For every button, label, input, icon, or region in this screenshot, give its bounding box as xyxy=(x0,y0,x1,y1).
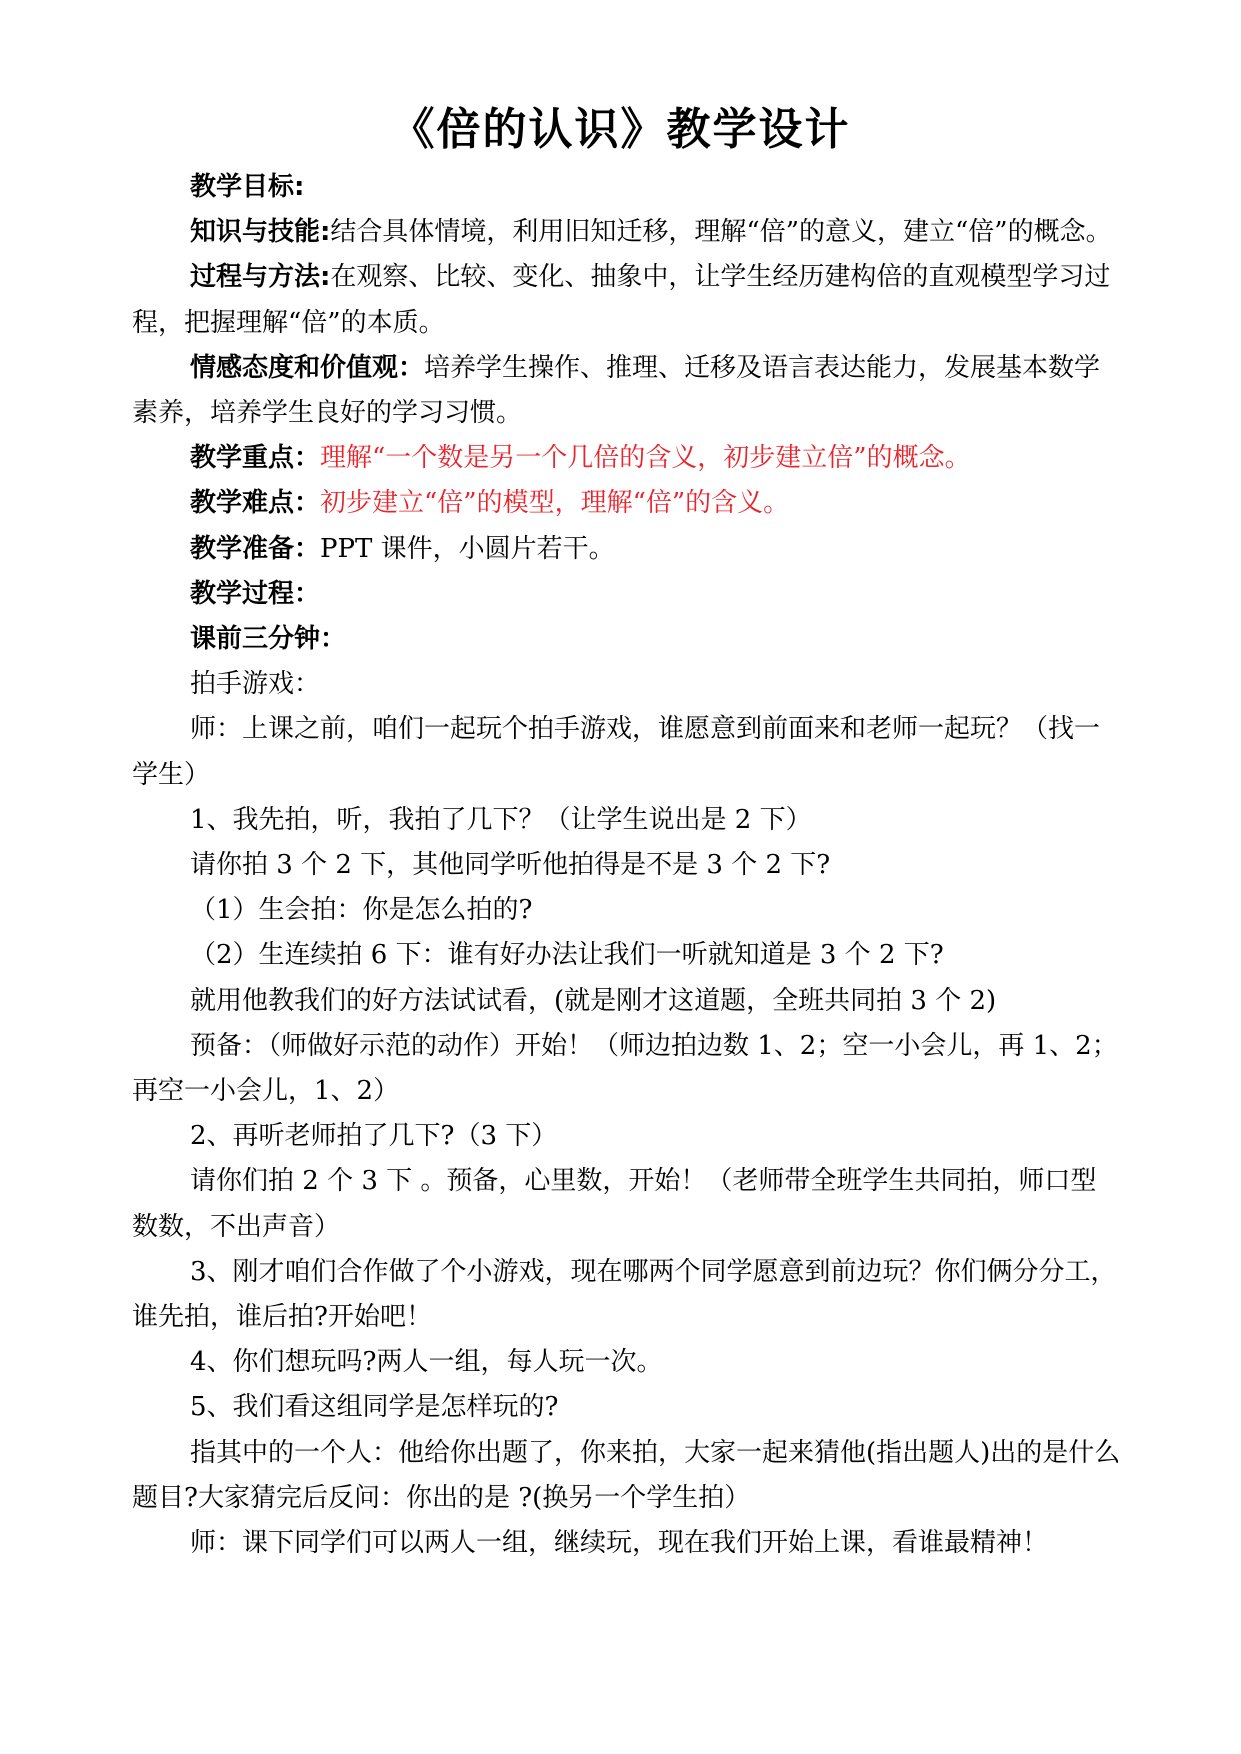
objectives-heading: 教学目标: xyxy=(190,172,305,202)
difficulty-label: 教学难点： xyxy=(190,488,321,519)
emotion-text: 培养学生操作、推理、迁移及语言表达能力，发展基本数学素养，培养学生良好的学习习惯。 xyxy=(132,352,1101,429)
body-line: 1、我先拍，听，我拍了几下？（让学生说出是 2 下） xyxy=(190,804,812,835)
body-line: （1）生会拍：你是怎么拍的? xyxy=(190,895,533,926)
process-paragraph xyxy=(132,255,1122,345)
difficulty-text: 初步建立“倍”的模型，理解“倍”的含义。 xyxy=(320,488,790,519)
process-heading: 教学过程： xyxy=(190,578,321,609)
document-body xyxy=(132,165,1122,1566)
body-line: 3、刚才咱们合作做了个小游戏，现在哪两个同学愿意到前边玩？你们俩分分工，谁先拍，谁后拍?开始吧！ xyxy=(132,1256,1117,1333)
body-line: （2）生连续拍 6 下：谁有好办法让我们一听就知道是 3 个 2 下? xyxy=(190,940,944,971)
knowledge-paragraph xyxy=(132,210,1122,255)
body-line: 请你拍 3 个 2 下，其他同学听他拍得是不是 3 个 2 下? xyxy=(190,850,831,881)
process-text: 在观察、比较、变化、抽象中，让学生经历建构倍的直观模型学习过程，把握理解“倍”的本质。 xyxy=(132,262,1111,338)
body-line: 拍手游戏： xyxy=(190,669,321,700)
body-line: 请你们拍 2 个 3 下 。预备，心里数，开始！（老师带全班学生共同拍，师口型数数，不出声音） xyxy=(132,1166,1097,1242)
body-line: 4、你们想玩吗?两人一组，每人玩一次。 xyxy=(190,1347,663,1378)
preparation-label: 教学准备： xyxy=(190,533,321,564)
body-line: 2、再听老师拍了几下?（3 下） xyxy=(190,1121,558,1152)
difficulty-paragraph xyxy=(132,481,1122,526)
preparation-text: PPT 课件，小圆片若干。 xyxy=(320,533,615,564)
process-label: 过程与方法: xyxy=(190,262,331,293)
document-title: 《倍的认识》教学设计 xyxy=(390,104,851,155)
knowledge-text: 结合具体情境，利用旧知迁移，理解“倍”的意义，建立“倍”的概念。 xyxy=(330,217,1112,248)
body-line: 就用他教我们的好方法试试看，(就是刚才这道题，全班共同拍 3 个 2) xyxy=(190,985,997,1016)
key-point-label: 教学重点： xyxy=(190,443,321,474)
preparation-paragraph xyxy=(132,527,1122,572)
body-line: 预备：（师做好示范的动作）开始！（师边拍边数 1、2；空一小会儿，再 1、2；再空一小会儿，1、2） xyxy=(132,1030,1118,1107)
warmup-heading: 课前三分钟： xyxy=(190,624,347,655)
emotion-paragraph xyxy=(132,346,1122,436)
knowledge-label: 知识与技能: xyxy=(190,217,331,248)
body-line: 师：上课之前，咱们一起玩个拍手游戏，谁愿意到前面来和老师一起玩？（找一学生） xyxy=(132,714,1101,790)
body-line: 5、我们看这组同学是怎样玩的? xyxy=(190,1392,559,1423)
body-line: 指其中的一个人：他给你出题了，你来拍，大家一起来猜他(指出题人)出的是什么题目?大家猜完后反问：你出的是 ?(换另一个学生拍） xyxy=(132,1437,1121,1513)
key-point-text: 理解“一个数是另一个几倍的含义，初步建立倍”的概念。 xyxy=(320,443,971,474)
emotion-label: 情感态度和价值观： xyxy=(190,352,425,383)
key-point-paragraph xyxy=(132,436,1122,481)
body-line: 师：课下同学们可以两人一组，继续玩，现在我们开始上课，看谁最精神！ xyxy=(190,1528,1049,1559)
